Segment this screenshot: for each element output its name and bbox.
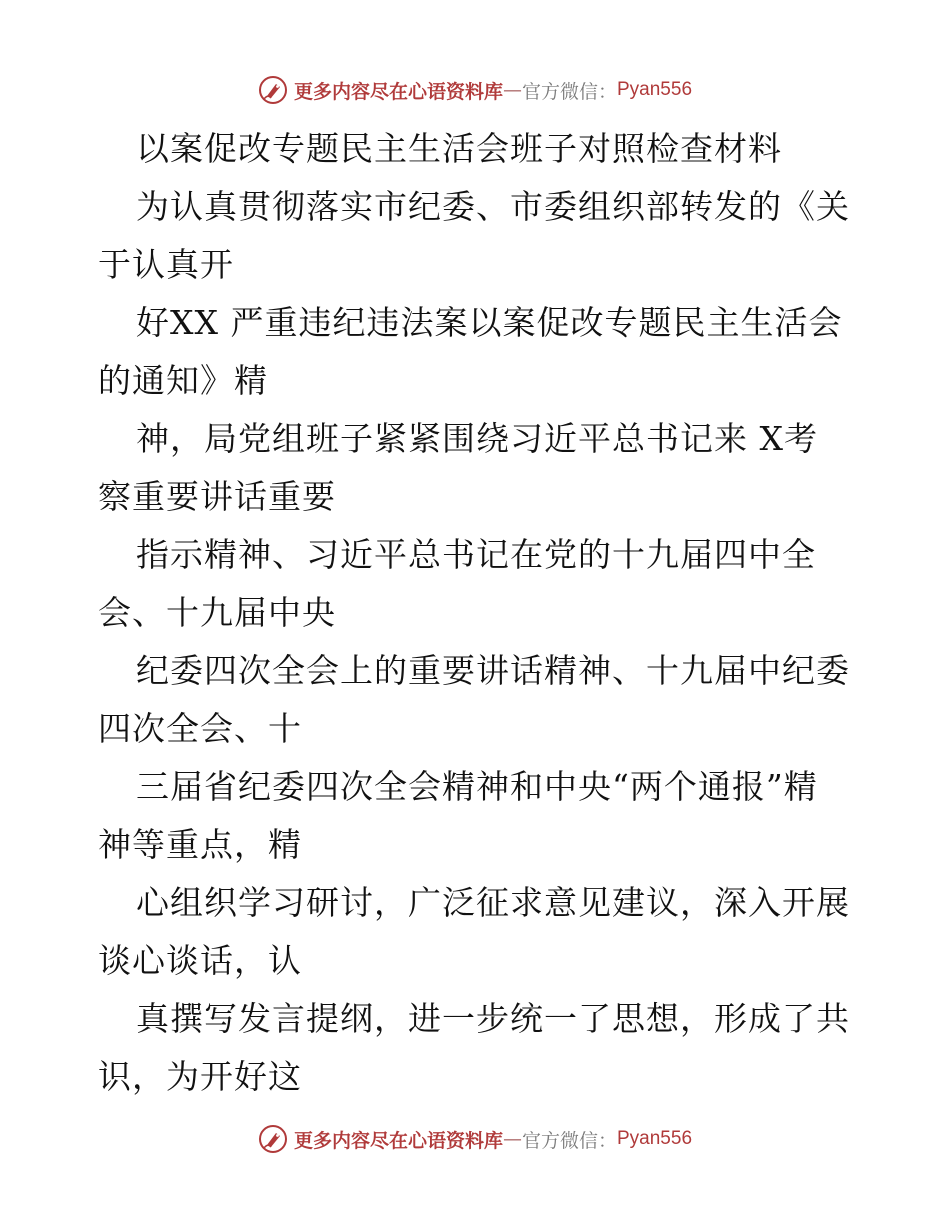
paragraph-line: 察重要讲话重要 bbox=[98, 477, 336, 516]
paragraph-line: 为认真贯彻落实市纪委、市委组织部转发的《关 bbox=[136, 187, 850, 226]
document-title: 以案促改专题民主生活会班子对照检查材料 bbox=[136, 129, 782, 168]
official-wechat-label: 官方微信： bbox=[521, 80, 617, 103]
wechat-id: Pyan556 bbox=[617, 79, 693, 100]
promo-text: 更多内容尽在心语资料库 bbox=[293, 80, 503, 103]
paragraph-line: 指示精神、习近平总书记在党的十九届四中全 bbox=[136, 535, 816, 574]
promo-text: 更多内容尽在心语资料库 bbox=[293, 1129, 503, 1152]
official-wechat-label: 官方微信： bbox=[521, 1129, 617, 1152]
paragraph-line: 三届省纪委四次全会精神和中央“两个通报”精 bbox=[136, 767, 818, 806]
wechat-id: Pyan556 bbox=[617, 1128, 693, 1149]
paragraph-line: 真撰写发言提纲，进一步统一了思想，形成了共 bbox=[136, 999, 850, 1038]
paragraph-line: 于认真开 bbox=[98, 245, 234, 284]
separator-dash: — bbox=[502, 79, 522, 101]
paragraph-line: 的通知》精 bbox=[98, 361, 268, 400]
paragraph-line: 好XX 严重违纪违法案以案促改专题民主生活会 bbox=[136, 303, 843, 342]
paragraph-line: 会、十九届中央 bbox=[98, 593, 336, 632]
separator-dash: — bbox=[502, 1128, 522, 1150]
paragraph-line: 纪委四次全会上的重要讲话精神、十九届中纪委 bbox=[136, 651, 850, 690]
paragraph-line: 谈心谈话，认 bbox=[98, 941, 302, 980]
paragraph-line: 神，局党组班子紧紧围绕习近平总书记来 X考 bbox=[136, 419, 818, 458]
header-watermark-banner bbox=[0, 70, 950, 110]
paragraph-line: 四次全会、十 bbox=[98, 709, 302, 748]
paragraph-line: 识，为开好这 bbox=[98, 1057, 302, 1096]
document-body bbox=[98, 125, 858, 1111]
pen-nib-logo-icon bbox=[258, 1124, 288, 1154]
paragraph-line: 神等重点，精 bbox=[98, 825, 302, 864]
paragraph-line: 心组织学习研讨，广泛征求意见建议，深入开展 bbox=[136, 883, 850, 922]
pen-nib-logo-icon bbox=[258, 75, 288, 105]
footer-watermark-banner bbox=[0, 1119, 950, 1159]
